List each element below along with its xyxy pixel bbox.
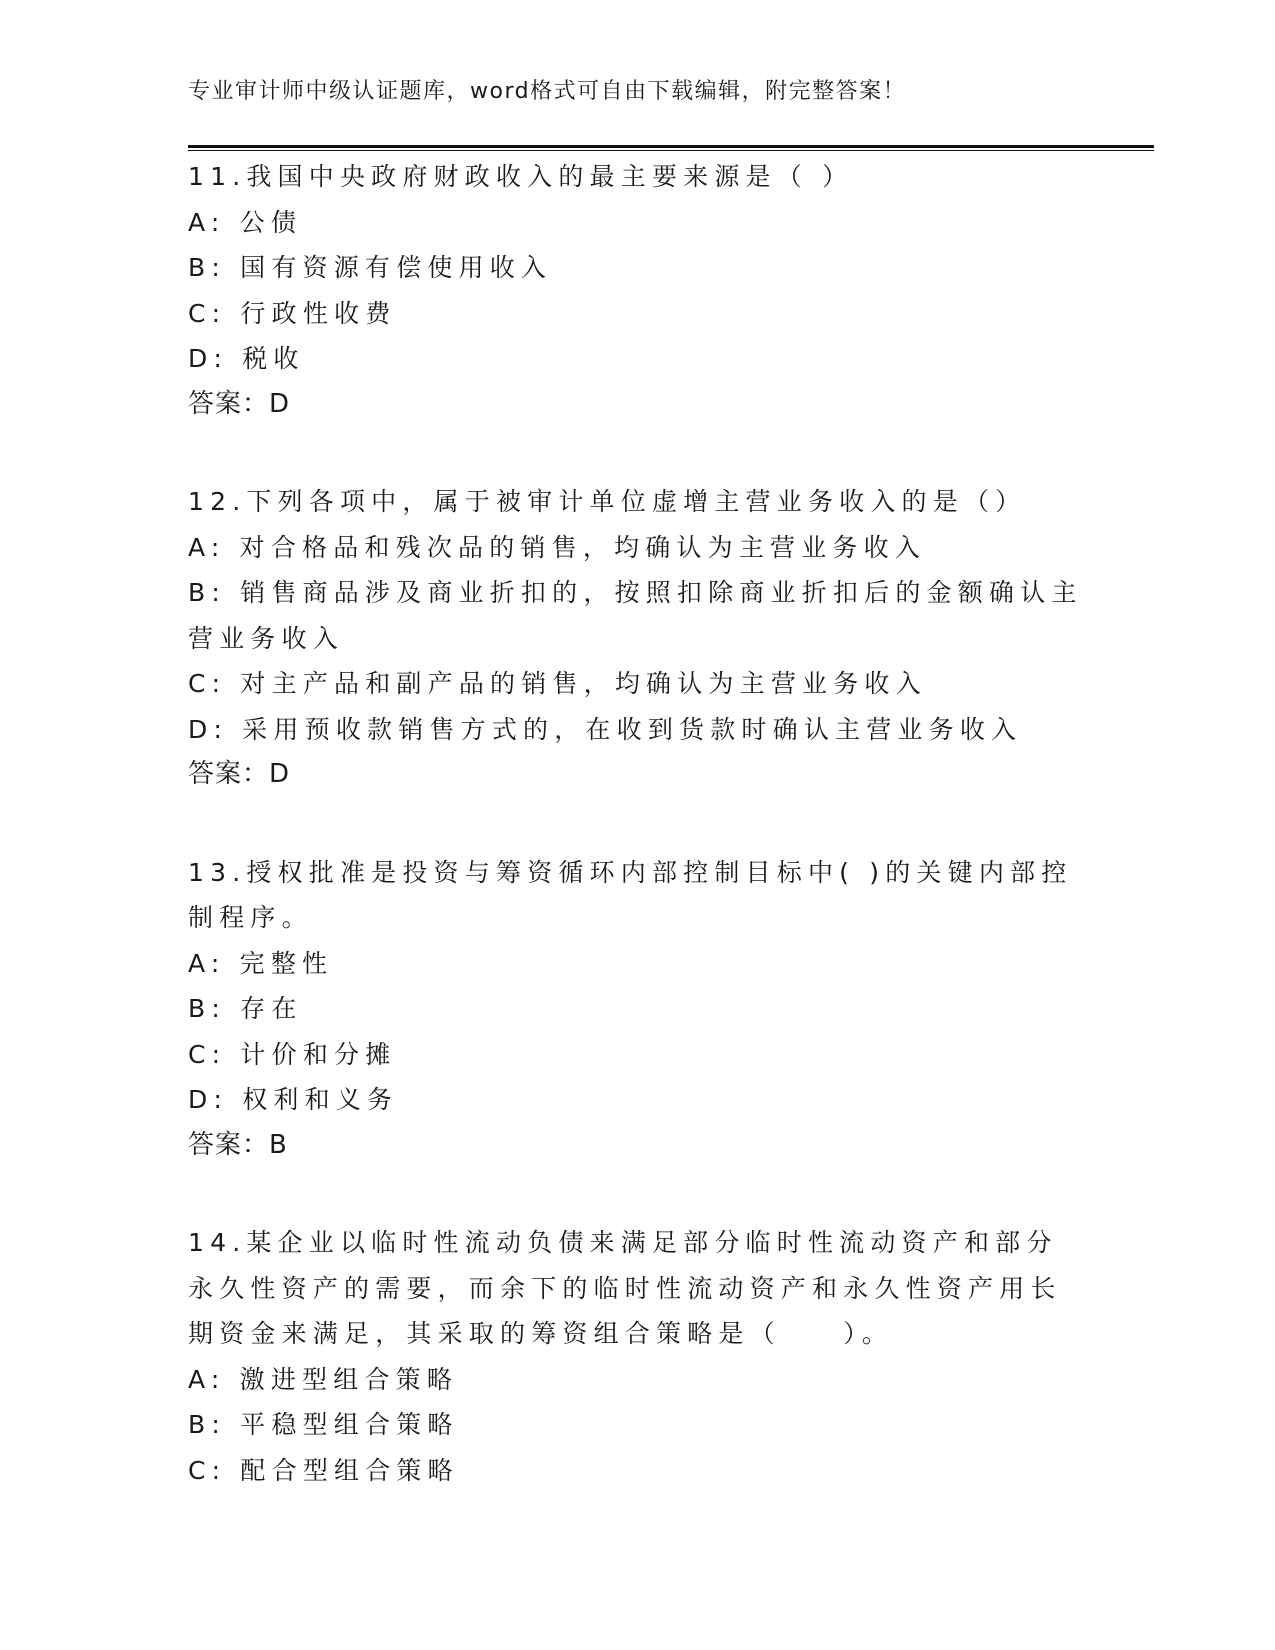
option-a: A: 激进型组合策略 [188,1364,459,1394]
answer: 答案：B [188,1129,288,1160]
question-stem: 11.我国中央政府财政收入的最主要来源是（ ） [188,162,854,191]
question-11 [188,154,1088,427]
option-b: B: 存在 [188,994,303,1023]
option-c: C: 对主产品和副产品的销售，均确认为主营业务收入 [188,669,927,698]
option-d: D: 税收 [188,344,305,373]
question-stem: 13.授权批准是投资与筹资循环内部控制目标中( )的关键内部控制程序。 [188,857,1073,932]
option-a: A: 公债 [188,207,303,237]
option-a: A: 对合格品和残次品的销售，均确认为主营业务收入 [188,532,927,562]
question-stem: 14.某企业以临时性流动负债来满足部分临时性流动资产和部分永久性资产的需要，而余下的临时性流动资产和永久性资产用长期资金来满足，其采取的筹资组合策略是（ ）。 [188,1228,1062,1348]
page-header: 专业审计师中级认证题库，word格式可自由下载编辑，附完整答案！ [188,79,907,104]
header-rule-thin [188,150,1154,151]
answer: 答案：D [188,759,291,789]
question-stem: 12.下列各项中，属于被审计单位虚增主营业务收入的是（） [188,487,1027,516]
option-a: A: 完整性 [188,948,334,978]
option-d: D: 采用预收款销售方式的，在收到货款时确认主营业务收入 [188,714,1023,744]
option-d: D: 权利和义务 [188,1085,399,1114]
question-13 [188,850,1088,1169]
option-c: C: 计价和分摊 [188,1039,397,1069]
header-rule-thick [188,145,1154,148]
question-14 [188,1220,1088,1493]
option-b: B: 国有资源有偿使用收入 [188,253,553,282]
option-c: C: 配合型组合策略 [188,1455,459,1485]
answer: 答案：D [188,388,291,419]
option-b: B: 平稳型组合策略 [188,1410,459,1439]
option-b: B: 销售商品涉及商业折扣的，按照扣除商业折扣后的金额确认主营业务收入 [188,578,1083,653]
option-c: C: 行政性收费 [188,298,397,328]
question-list [188,154,1088,1545]
question-12 [188,479,1088,798]
